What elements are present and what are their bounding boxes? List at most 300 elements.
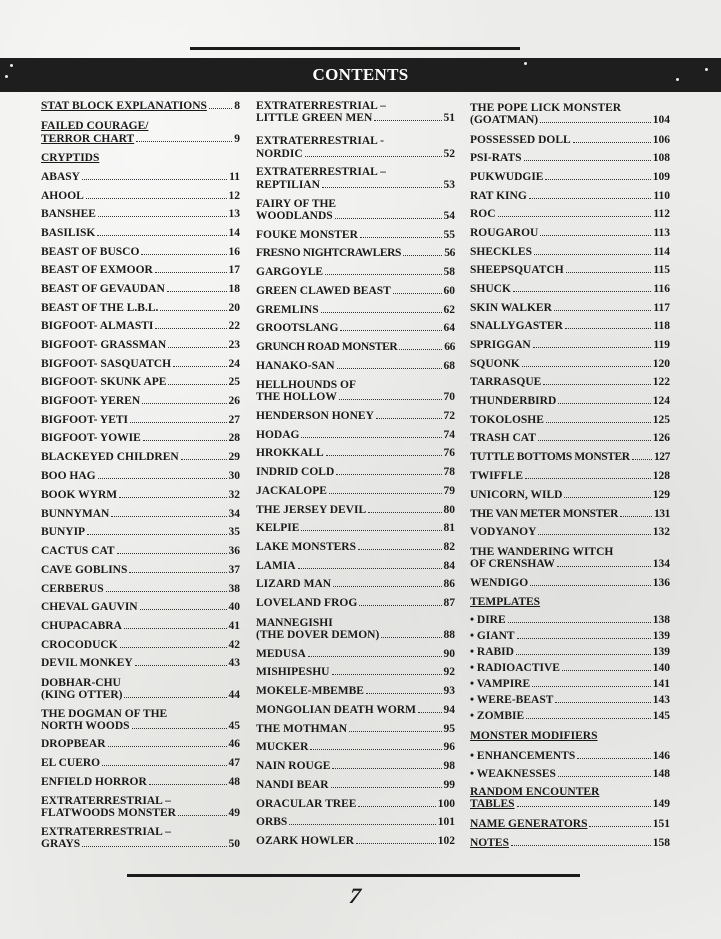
toc-entry[interactable] <box>256 560 455 572</box>
toc-entry-line <box>41 795 240 807</box>
toc-entry[interactable] <box>256 341 455 353</box>
toc-entry[interactable] <box>470 662 670 674</box>
dot-leader <box>178 815 227 816</box>
toc-entry[interactable] <box>256 485 455 497</box>
dot-leader <box>132 728 227 729</box>
toc-entry-line <box>470 577 670 589</box>
dot-leader <box>538 440 651 441</box>
toc-entry[interactable] <box>470 694 670 706</box>
toc-entry[interactable] <box>41 639 240 651</box>
page-number: 7 <box>347 883 363 908</box>
toc-entry-page: 126 <box>652 432 670 444</box>
toc-entry-page: 9 <box>234 133 240 145</box>
toc-entry[interactable] <box>470 432 670 444</box>
toc-entry[interactable] <box>41 489 240 501</box>
toc-entry[interactable] <box>41 320 240 332</box>
toc-entry-line <box>256 247 455 259</box>
toc-entry <box>41 677 240 689</box>
toc-entry-line <box>41 395 240 407</box>
toc-entry-page: 145 <box>652 710 670 722</box>
toc-entry-page: 81 <box>443 522 455 534</box>
toc-entry[interactable] <box>470 339 670 351</box>
toc-entry-page: 70 <box>443 391 455 403</box>
dot-leader <box>522 366 651 367</box>
toc-entry-line <box>256 360 455 372</box>
dot-leader <box>155 272 227 273</box>
toc-entry[interactable] <box>470 376 670 388</box>
dot-leader <box>329 493 442 494</box>
toc-entry-page: 22 <box>228 320 240 332</box>
toc-entry-title: ORBS <box>256 816 288 828</box>
toc-entry[interactable] <box>41 133 240 145</box>
toc-entry-page: 80 <box>443 504 455 516</box>
toc-entry[interactable] <box>256 304 455 316</box>
dot-leader <box>160 310 226 311</box>
toc-entry-line <box>41 620 240 632</box>
toc-entry[interactable] <box>41 100 240 112</box>
toc-entry[interactable] <box>256 578 455 590</box>
toc-entry-line <box>470 546 670 558</box>
toc-entry-line <box>41 826 240 838</box>
dot-leader <box>143 440 227 441</box>
toc-entry[interactable] <box>41 264 240 276</box>
toc-entry-line <box>470 614 670 626</box>
toc-entry[interactable] <box>470 114 670 126</box>
toc-entry[interactable] <box>470 414 670 426</box>
toc-entry[interactable] <box>470 451 670 463</box>
toc-entry[interactable] <box>470 246 670 258</box>
toc-entry-title: EXTRATERRESTRIAL – <box>41 826 171 838</box>
toc-entry[interactable] <box>470 710 670 722</box>
toc-entry[interactable] <box>41 807 240 819</box>
toc-entry-title: LAKE MONSTERS <box>256 541 357 553</box>
toc-entry[interactable] <box>41 171 240 183</box>
toc-entry-title: CROCODUCK <box>41 639 118 651</box>
toc-entry-title: NOTES <box>470 837 509 849</box>
toc-entry[interactable] <box>41 395 240 407</box>
toc-entry[interactable] <box>41 757 240 769</box>
toc-entry[interactable] <box>470 190 670 202</box>
toc-entry-page: 27 <box>228 414 240 426</box>
toc-entry[interactable] <box>41 376 240 388</box>
toc-entry-title: FAIRY OF THE <box>256 198 337 210</box>
toc-entry[interactable] <box>470 320 670 332</box>
toc-entry[interactable] <box>41 227 240 239</box>
toc-entry-line <box>470 102 670 114</box>
toc-entry[interactable] <box>256 816 455 828</box>
toc-entry-title: FOUKE MONSTER <box>256 229 358 241</box>
toc-entry[interactable] <box>470 818 670 830</box>
toc-entry[interactable] <box>470 208 670 220</box>
dot-leader <box>332 768 441 769</box>
toc-entry-page: 26 <box>228 395 240 407</box>
toc-entry[interactable] <box>256 266 455 278</box>
toc-entry-line <box>470 414 670 426</box>
toc-entry-line <box>256 504 455 516</box>
toc-entry-line <box>256 447 455 459</box>
toc-section-header <box>470 596 670 608</box>
toc-entry-page: 35 <box>228 526 240 538</box>
toc-entry-title: BUNNYMAN <box>41 508 110 520</box>
toc-entry[interactable] <box>41 526 240 538</box>
toc-entry[interactable] <box>41 432 240 444</box>
toc-entry-title: TUTTLE BOTTOMS MONSTER <box>470 451 630 463</box>
toc-entry[interactable] <box>41 451 240 463</box>
toc-entry-line <box>256 741 455 753</box>
toc-entry[interactable] <box>470 614 670 626</box>
toc-entry[interactable] <box>256 322 455 334</box>
toc-entry-line <box>41 689 240 701</box>
toc-entry-line <box>41 100 240 112</box>
toc-entry-title: TWIFFLE <box>470 470 524 482</box>
toc-entry-line <box>256 179 455 191</box>
toc-entry-line <box>256 466 455 478</box>
toc-entry-title: CACTUS CAT <box>41 545 115 557</box>
toc-entry-page: 106 <box>652 134 670 146</box>
toc-entry[interactable] <box>41 620 240 632</box>
toc-entry-page: 36 <box>228 545 240 557</box>
toc-entry[interactable] <box>256 112 455 124</box>
dot-leader <box>564 497 650 498</box>
dot-leader <box>526 718 651 719</box>
toc-entry-page: 16 <box>228 246 240 258</box>
toc-entry[interactable] <box>41 545 240 557</box>
toc-entry-line <box>256 760 455 772</box>
dot-leader <box>333 586 441 587</box>
toc-entry[interactable] <box>256 522 455 534</box>
toc-entry-title: NAIN ROUGE <box>256 760 331 772</box>
toc-entry[interactable] <box>41 738 240 750</box>
toc-entry-title: DOBHAR-CHU <box>41 677 121 689</box>
toc-entry-line <box>256 210 455 222</box>
toc-entry-title: THE JERSEY DEVIL <box>256 504 367 516</box>
toc-entry[interactable] <box>41 838 240 850</box>
toc-entry-line <box>256 617 455 629</box>
toc-entry[interactable] <box>256 466 455 478</box>
toc-entry-title: TEMPLATES <box>470 596 541 608</box>
toc-entry[interactable] <box>470 768 670 780</box>
toc-entry-title: EXTRATERRESTRIAL – <box>41 795 171 807</box>
toc-entry-line <box>256 285 455 297</box>
toc-entry-title: EXTRATERRESTRIAL – <box>256 100 386 112</box>
toc-entry[interactable] <box>41 720 240 732</box>
dot-leader <box>181 459 227 460</box>
toc-entry-line <box>470 320 670 332</box>
toc-entry[interactable] <box>41 283 240 295</box>
toc-entry[interactable] <box>256 704 455 716</box>
toc-entry[interactable] <box>256 360 455 372</box>
toc-entry[interactable] <box>41 689 240 701</box>
dot-leader <box>332 674 442 675</box>
toc-entry-line <box>41 208 240 220</box>
toc-entry[interactable] <box>256 648 455 660</box>
toc-entry-line <box>41 545 240 557</box>
dot-leader <box>136 141 232 142</box>
banner-speck <box>705 68 708 71</box>
dot-leader <box>632 459 652 460</box>
dot-leader <box>124 628 227 629</box>
toc-entry[interactable] <box>470 395 670 407</box>
toc-entry-line <box>41 432 240 444</box>
toc-entry-page: 54 <box>443 210 455 222</box>
toc-entry-page: 88 <box>443 629 455 641</box>
toc-entry[interactable] <box>470 470 670 482</box>
toc-entry-line <box>256 135 455 147</box>
toc-entry-title: JACKALOPE <box>256 485 327 497</box>
toc-entry-title: TABLES <box>470 798 515 810</box>
toc-entry[interactable] <box>256 210 455 222</box>
dot-leader <box>554 310 651 311</box>
toc-entry[interactable] <box>470 678 670 690</box>
dot-leader <box>376 418 442 419</box>
dot-leader <box>513 291 651 292</box>
banner-speck <box>10 64 13 67</box>
toc-entry-line <box>256 379 455 391</box>
toc-entry-title: HODAG <box>256 429 300 441</box>
toc-entry[interactable] <box>256 179 455 191</box>
toc-entry[interactable] <box>470 171 670 183</box>
toc-entry-line <box>256 648 455 660</box>
toc-entry-page: 132 <box>652 526 670 538</box>
toc-entry-line <box>470 694 670 706</box>
toc-entry-page: 86 <box>443 578 455 590</box>
toc-entry-line <box>41 677 240 689</box>
toc-entry-line <box>470 171 670 183</box>
dot-leader <box>305 156 442 157</box>
dot-leader <box>418 712 442 713</box>
toc-entry-title: EXTRATERRESTRIAL - <box>256 135 384 147</box>
toc-entry-page: 158 <box>652 837 670 849</box>
toc-entry[interactable] <box>41 358 240 370</box>
toc-entry-line <box>470 470 670 482</box>
toc-entry-title: BEAST OF THE L.B.L. <box>41 302 159 314</box>
toc-entry-line <box>256 112 455 124</box>
toc-entry-title: CHUPACABRA <box>41 620 122 632</box>
toc-entry-line <box>256 166 455 178</box>
dot-leader <box>374 120 441 121</box>
dot-leader <box>82 846 226 847</box>
toc-entry-title: THE VAN METER MONSTER <box>470 508 619 520</box>
dot-leader <box>381 637 441 638</box>
toc-entry-line <box>470 837 670 849</box>
toc-entry-page: 136 <box>652 577 670 589</box>
toc-entry[interactable] <box>470 152 670 164</box>
toc-entry[interactable] <box>256 285 455 297</box>
toc-entry[interactable] <box>256 597 455 609</box>
toc-entry[interactable] <box>41 470 240 482</box>
dot-leader <box>124 697 226 698</box>
toc-entry-title: HENDERSON HONEY <box>256 410 374 422</box>
toc-entry[interactable] <box>256 779 455 791</box>
toc-entry[interactable] <box>470 134 670 146</box>
toc-entry-line <box>256 578 455 590</box>
dot-leader <box>140 609 227 610</box>
toc-entry[interactable] <box>41 564 240 576</box>
toc-entry-title: CRYPTIDS <box>41 152 100 164</box>
toc-entry-title: HROKKALL <box>256 447 324 459</box>
toc-entry-line <box>470 208 670 220</box>
toc-entry[interactable] <box>256 447 455 459</box>
toc-entry[interactable] <box>256 741 455 753</box>
toc-entry-line <box>256 541 455 553</box>
toc-entry[interactable] <box>41 508 240 520</box>
toc-entry-line <box>470 508 670 520</box>
toc-entry-line <box>470 152 670 164</box>
toc-entry-line <box>470 798 670 810</box>
toc-entry-title: ORACULAR TREE <box>256 798 357 810</box>
toc-entry[interactable] <box>470 558 670 570</box>
toc-entry-page: 47 <box>228 757 240 769</box>
toc-entry-line <box>41 807 240 819</box>
dot-leader <box>516 654 651 655</box>
toc-entry[interactable] <box>470 508 670 520</box>
toc-entry[interactable] <box>256 685 455 697</box>
toc-entry[interactable] <box>470 837 670 849</box>
toc-entry[interactable] <box>470 302 670 314</box>
toc-entry-title: RANDOM ENCOUNTER <box>470 786 600 798</box>
toc-entry-title: GROOTSLANG <box>256 322 339 334</box>
toc-entry-line <box>470 114 670 126</box>
dot-leader <box>167 291 227 292</box>
toc-entry-page: 138 <box>652 614 670 626</box>
toc-entry[interactable] <box>256 148 455 160</box>
toc-entry-page: 118 <box>653 320 670 332</box>
toc-entry[interactable] <box>256 798 455 810</box>
toc-entry-title: SKIN WALKER <box>470 302 552 314</box>
toc-entry-line <box>256 198 455 210</box>
dot-leader <box>538 534 650 535</box>
toc-entry-line <box>41 526 240 538</box>
toc-entry-line <box>41 414 240 426</box>
toc-entry-page: 104 <box>652 114 670 126</box>
toc-entry-title: BOO HAG <box>41 470 96 482</box>
dot-leader <box>393 293 442 294</box>
toc-entry[interactable] <box>470 358 670 370</box>
toc-entry[interactable] <box>256 429 455 441</box>
toc-entry-page: 98 <box>443 760 455 772</box>
toc-entry[interactable] <box>256 410 455 422</box>
toc-entry-line <box>256 229 455 241</box>
toc-entry[interactable] <box>256 835 455 847</box>
toc-entry-line <box>470 768 670 780</box>
toc-entry[interactable] <box>41 414 240 426</box>
toc-entry-page: 49 <box>228 807 240 819</box>
toc-entry[interactable] <box>470 577 670 589</box>
toc-entry-title: • VAMPIRE <box>470 678 531 690</box>
dot-leader <box>120 647 227 648</box>
toc-entry-title: GREMLINS <box>256 304 319 316</box>
toc-entry[interactable] <box>470 227 670 239</box>
toc-entry-page: 14 <box>228 227 240 239</box>
dot-leader <box>356 843 436 844</box>
dot-leader <box>98 478 227 479</box>
toc-entry <box>256 100 455 112</box>
toc-entry[interactable] <box>41 302 240 314</box>
dot-leader <box>529 198 652 199</box>
toc-entry <box>470 786 670 798</box>
dot-leader <box>102 765 226 766</box>
toc-entry[interactable] <box>256 504 455 516</box>
toc-entry <box>41 795 240 807</box>
toc-entry[interactable] <box>41 190 240 202</box>
toc-entry[interactable] <box>470 750 670 762</box>
toc-entry <box>470 102 670 114</box>
toc-entry <box>256 198 455 210</box>
toc-entry[interactable] <box>41 246 240 258</box>
toc-entry-page: 55 <box>443 229 455 241</box>
toc-entry[interactable] <box>41 208 240 220</box>
toc-entry[interactable] <box>41 657 240 669</box>
dot-leader <box>325 274 441 275</box>
toc-entry-page: 113 <box>653 227 670 239</box>
toc-entry[interactable] <box>470 630 670 642</box>
toc-entry[interactable] <box>41 583 240 595</box>
toc-entry-title: • GIANT <box>470 630 515 642</box>
toc-entry[interactable] <box>256 247 455 259</box>
dot-leader <box>98 216 227 217</box>
toc-entry[interactable] <box>256 723 455 735</box>
toc-entry[interactable] <box>256 760 455 772</box>
toc-entry-page: 62 <box>443 304 455 316</box>
dot-leader <box>209 108 232 109</box>
toc-entry-title: VODYANOY <box>470 526 537 538</box>
toc-entry-page: 143 <box>652 694 670 706</box>
toc-entry-title: ABASY <box>41 171 80 183</box>
toc-entry <box>41 826 240 838</box>
toc-entry-page: 127 <box>653 451 670 463</box>
toc-entry-title: BASILISK <box>41 227 96 239</box>
toc-entry-title: BIGFOOT- YETI <box>41 414 129 426</box>
toc-entry[interactable] <box>256 629 455 641</box>
top-rule <box>190 47 520 50</box>
toc-entry-title: THUNDERBIRD <box>470 395 557 407</box>
toc-entry-page: 72 <box>443 410 455 422</box>
toc-entry[interactable] <box>470 798 670 810</box>
dot-leader <box>97 235 226 236</box>
dot-leader <box>511 845 651 846</box>
toc-entry-page: 30 <box>228 470 240 482</box>
toc-entry[interactable] <box>41 776 240 788</box>
toc-entry-title: PUKWUDGIE <box>470 171 544 183</box>
toc-entry-page: 28 <box>228 432 240 444</box>
toc-entry[interactable] <box>470 264 670 276</box>
dot-leader <box>360 237 442 238</box>
toc-entry-line <box>41 489 240 501</box>
toc-entry-line <box>256 266 455 278</box>
toc-entry-title: WENDIGO <box>470 577 529 589</box>
toc-entry-page: 82 <box>443 541 455 553</box>
toc-entry[interactable] <box>256 391 455 403</box>
toc-entry-line <box>256 485 455 497</box>
toc-entry[interactable] <box>256 229 455 241</box>
toc-entry[interactable] <box>41 601 240 613</box>
toc-entry-title: TERROR CHART <box>41 133 135 145</box>
toc-entry[interactable] <box>41 339 240 351</box>
toc-entry[interactable] <box>470 283 670 295</box>
toc-entry[interactable] <box>470 646 670 658</box>
dot-leader <box>129 572 226 573</box>
dot-leader <box>498 216 652 217</box>
toc-entry[interactable] <box>470 489 670 501</box>
toc-entry-page: 42 <box>228 639 240 651</box>
toc-entry-line <box>256 835 455 847</box>
toc-entry[interactable] <box>256 666 455 678</box>
toc-entry-line <box>470 302 670 314</box>
toc-entry[interactable] <box>256 541 455 553</box>
toc-entry-title: DROPBEAR <box>41 738 106 750</box>
toc-entry[interactable] <box>470 526 670 538</box>
toc-entry-title: MUCKER <box>256 741 309 753</box>
